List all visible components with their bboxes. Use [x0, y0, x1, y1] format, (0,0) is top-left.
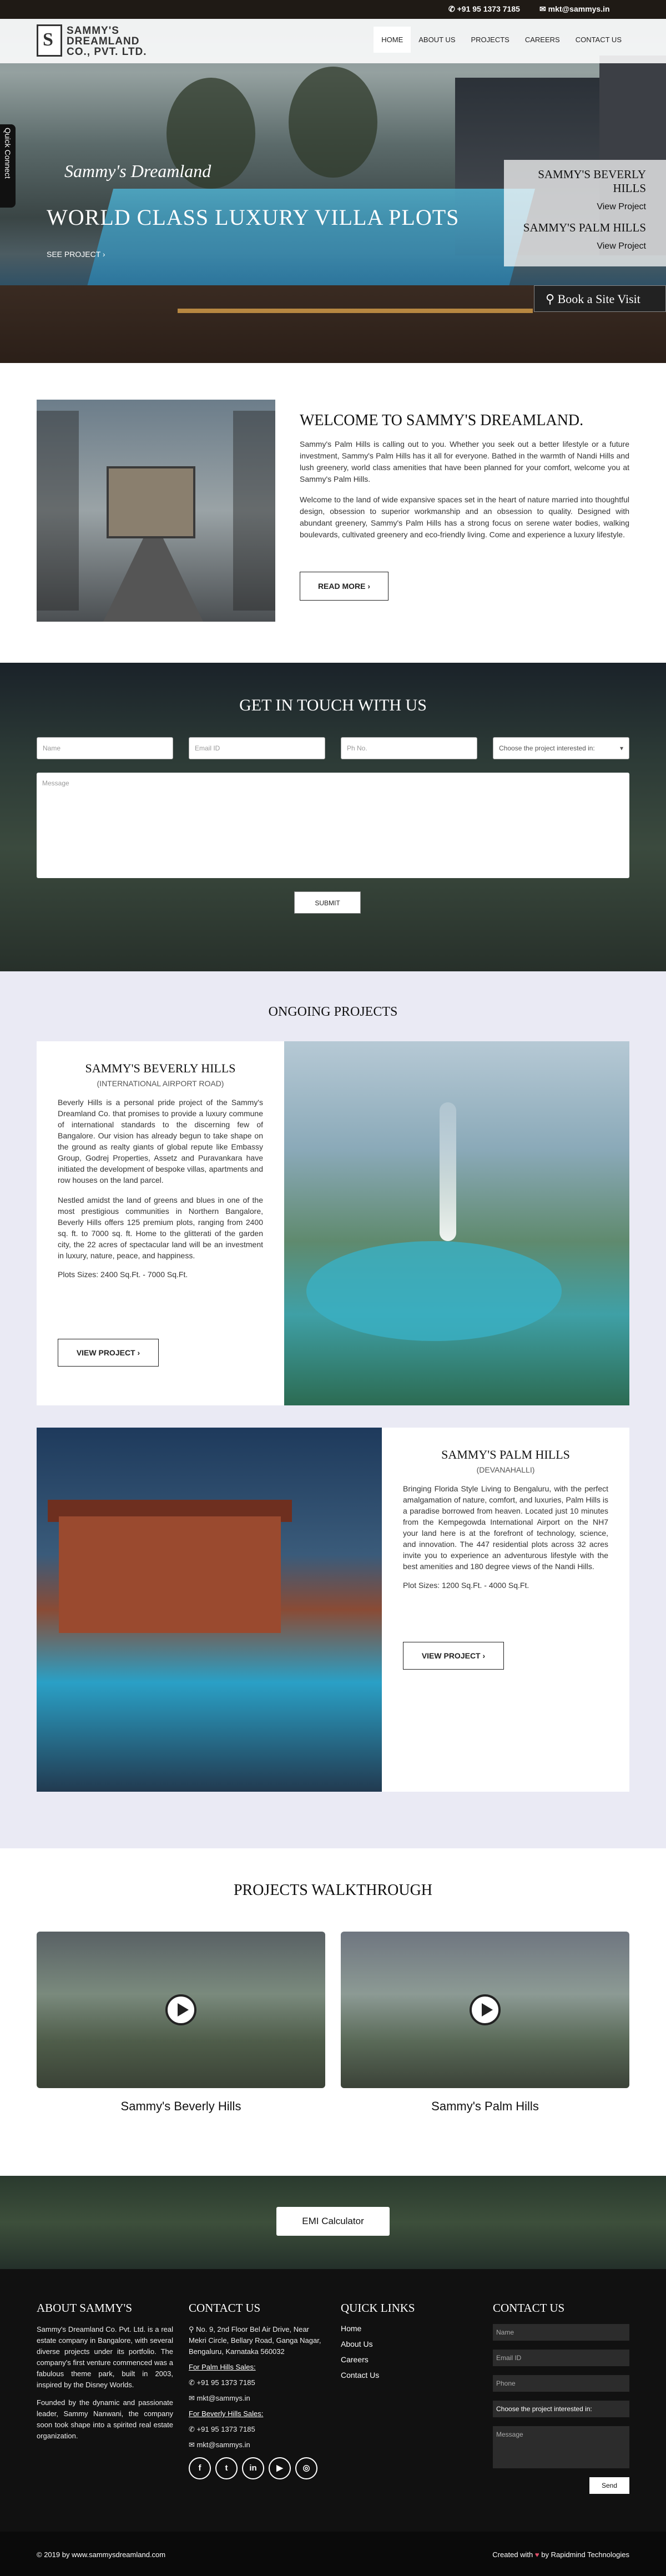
created-by[interactable]	[492, 2550, 629, 2559]
topbar-email-text: mkt@sammys.in	[548, 4, 610, 13]
project-description: Beverly Hills is a personal pride project of the Sammy's Dreamland Co. that promises to provide a luxury commune of international standards to the discerning few of Bangalore. Our vision has already begun to take shape on the ground as realty giants of global repute like Embassy Group, Godrej Properties, Assetz and Puravankara have initiated the development of bespoke villas, apartments and row houses on the land parcel.	[58, 1098, 263, 1184]
view-project-link[interactable]: View Project	[597, 202, 646, 211]
ongoing-projects-title: ONGOING PROJECTS	[268, 1005, 398, 1019]
nav-home[interactable]: HOME	[374, 27, 411, 53]
footer-email-input[interactable]: Email ID	[493, 2350, 629, 2366]
hero-lights	[178, 309, 533, 313]
project-select-value: Choose the project interested in:	[499, 744, 595, 752]
projects-walkthrough-section	[0, 1848, 666, 2176]
hero-palm-image	[289, 67, 377, 178]
footer-heading: QUICK LINKS	[341, 2301, 415, 2315]
view-project-button[interactable]: VIEW PROJECT ›	[58, 1339, 159, 1367]
read-more-button[interactable]: READ MORE ›	[300, 572, 389, 601]
footer-phone[interactable]	[189, 2424, 325, 2435]
view-project-link[interactable]: View Project	[597, 241, 646, 251]
palm-sales-label: For Palm Hills Sales:	[189, 2363, 256, 2371]
project-card-palm-hills	[37, 1428, 629, 1792]
footer-heading: CONTACT US	[189, 2301, 261, 2315]
hero-card-title: SAMMY'S PALM HILLS	[523, 221, 646, 234]
walkthrough-title: PROJECTS WALKTHROUGH	[233, 1882, 433, 1899]
phone-icon: ✆	[189, 2425, 197, 2433]
heart-icon: ♥	[534, 2550, 539, 2559]
book-site-visit-label: Book a Site Visit	[557, 292, 640, 306]
main-nav	[374, 27, 629, 53]
play-icon[interactable]	[470, 1994, 501, 2025]
project-plot-sizes: Plot Sizes: 1200 Sq.Ft. - 4000 Sq.Ft.	[403, 1581, 529, 1590]
footer-about-text: Sammy's Dreamland Co. Pvt. Ltd. is a real estate company in Bangalore, with several diverse projects under its portfolio. The company's first venture commenced was a fabulous theme park, built in 2003, inspired by the Disney Worlds.	[37, 2325, 173, 2389]
project-name: SAMMY'S PALM HILLS	[441, 1448, 570, 1461]
twitter-icon[interactable]: t	[215, 2457, 238, 2479]
image-overlay	[233, 411, 275, 611]
hero-card-beverly-hills[interactable]	[504, 160, 666, 213]
quick-link-home[interactable]: Home	[341, 2324, 362, 2333]
beverly-sales-label: For Beverly Hills Sales:	[189, 2409, 264, 2418]
hero-card-palm-hills[interactable]	[504, 213, 666, 266]
copyright-text: © 2019 by www.sammysdreamland.com	[37, 2550, 166, 2559]
site-header	[0, 19, 666, 63]
book-site-visit-button[interactable]	[534, 285, 666, 312]
top-contact-bar	[0, 0, 666, 19]
mail-icon: ✉	[189, 2441, 197, 2449]
pool-shape	[306, 1241, 562, 1341]
video-caption: Sammy's Palm Hills	[431, 2099, 539, 2113]
footer-address	[189, 2324, 325, 2357]
footer-name-input[interactable]: Name	[493, 2324, 629, 2341]
logo-text: SAMMY'S DREAMLAND CO., PVT. LTD.	[67, 25, 147, 58]
hero-title: WORLD CLASS LUXURY VILLA PLOTS	[47, 205, 460, 230]
video-palm-hills[interactable]	[341, 1932, 629, 2088]
project-card-beverly-hills	[37, 1041, 629, 1405]
footer-send-button[interactable]: Send	[589, 2477, 629, 2494]
footer-project-select[interactable]: Choose the project interested in:	[493, 2401, 629, 2417]
villa-shape	[59, 1516, 281, 1633]
footer-contact	[189, 2301, 325, 2479]
quick-connect-tab[interactable]	[0, 124, 16, 208]
logo-letter: S	[43, 29, 53, 50]
entrance-gate-image	[37, 400, 275, 622]
topbar-phone[interactable]: ✆ +91 95 1373 7185	[448, 4, 520, 13]
beverly-hills-fountain-image	[284, 1041, 629, 1405]
quick-link-about-us[interactable]: About Us	[341, 2340, 373, 2348]
nav-careers[interactable]: CAREERS	[524, 36, 560, 44]
view-project-button[interactable]: VIEW PROJECT ›	[403, 1642, 504, 1670]
chevron-down-icon: ▾	[619, 744, 623, 752]
emi-band	[0, 2176, 666, 2269]
play-icon[interactable]	[165, 1994, 196, 2025]
footer-sales-label	[189, 2362, 325, 2373]
footer-quick-links	[341, 2301, 477, 2386]
palm-hills-villa-image	[37, 1428, 382, 1792]
youtube-icon[interactable]: ▶	[269, 2457, 291, 2479]
site-footer	[0, 2269, 666, 2532]
welcome-section	[0, 363, 666, 663]
project-location: (INTERNATIONAL AIRPORT ROAD)	[97, 1079, 224, 1088]
footer-email[interactable]	[189, 2393, 325, 2404]
footer-message-textarea[interactable]: Message	[493, 2426, 629, 2468]
project-location: (DEVANAHALLI)	[476, 1465, 535, 1474]
footer-email-text: mkt@sammys.in	[196, 2441, 250, 2449]
road-shape	[103, 538, 203, 622]
name-input[interactable]: Name	[37, 737, 173, 759]
project-select[interactable]	[493, 737, 629, 759]
footer-contact-form	[493, 2301, 629, 2494]
message-textarea[interactable]: Message	[37, 773, 629, 878]
nav-projects[interactable]: PROJECTS	[471, 36, 509, 44]
social-links	[189, 2457, 325, 2479]
fountain-shape	[440, 1102, 456, 1241]
see-project-link[interactable]: SEE PROJECT ›	[47, 250, 105, 259]
image-overlay	[37, 411, 79, 611]
created-suffix: by Rapidmind Technologies	[541, 2550, 629, 2559]
footer-phone[interactable]	[189, 2377, 325, 2388]
phone-icon: ✆	[189, 2378, 197, 2387]
video-beverly-hills[interactable]	[37, 1932, 325, 2088]
submit-button[interactable]: SUBMIT	[294, 891, 361, 914]
logo-mark	[37, 24, 62, 57]
get-in-touch-section	[0, 663, 666, 971]
footer-about	[37, 2301, 173, 2442]
welcome-title: WELCOME TO SAMMY'S DREAMLAND.	[300, 412, 584, 429]
footer-bottom-bar	[0, 2532, 666, 2576]
instagram-icon[interactable]: ◎	[295, 2457, 317, 2479]
mail-icon: ✉	[189, 2394, 197, 2402]
footer-heading: CONTACT US	[493, 2301, 565, 2315]
emi-calculator-button[interactable]: EMI Calculator	[276, 2207, 390, 2236]
facebook-icon[interactable]: f	[189, 2457, 211, 2479]
nav-about-us[interactable]: ABOUT US	[418, 36, 456, 44]
project-card-text	[382, 1428, 629, 1792]
nav-contact-us[interactable]: CONTACT US	[575, 36, 622, 44]
footer-sales-label	[189, 2408, 325, 2419]
footer-email[interactable]	[189, 2439, 325, 2451]
company-logo[interactable]	[37, 23, 159, 59]
location-pin-icon: ⚲	[189, 2325, 196, 2333]
location-pin-icon: ⚲	[546, 292, 555, 306]
quick-link-contact-us[interactable]: Contact Us	[341, 2371, 380, 2380]
topbar-email[interactable]: ✉ mkt@sammys.in	[539, 4, 610, 13]
linkedin-icon[interactable]: in	[242, 2457, 264, 2479]
footer-heading: ABOUT SAMMY'S	[37, 2301, 133, 2315]
project-card-text	[37, 1041, 284, 1405]
gate-shape	[107, 466, 195, 538]
welcome-paragraph: Sammy's Palm Hills is calling out to you. Whether you seek out a better lifestyle or a future investment, Sammy's Palm Hills has it all for everyone. Bathed in the warmth of Nandi Hills and lush greenery, world class amenities that have been planned for your comfort, welcome you at Sammy's Palm Hills.	[300, 440, 629, 483]
project-plot-sizes: Plots Sizes: 2400 Sq.Ft. - 7000 Sq.Ft.	[58, 1270, 188, 1279]
ongoing-projects-section	[0, 971, 666, 1848]
footer-address-text: No. 9, 2nd Floor Bel Air Drive, Near Mekri Circle, Bellary Road, Ganga Nagar, Bengaluru, Karnataka 560032	[189, 2325, 321, 2356]
footer-phone-text: +91 95 1373 7185	[196, 2425, 255, 2433]
topbar-phone-text: +91 95 1373 7185	[457, 4, 520, 13]
video-caption: Sammy's Beverly Hills	[120, 2099, 241, 2113]
email-input[interactable]: Email ID	[189, 737, 325, 759]
footer-phone-text: +91 95 1373 7185	[196, 2378, 255, 2387]
get-in-touch-title: GET IN TOUCH WITH US	[239, 696, 427, 714]
project-name: SAMMY'S BEVERLY HILLS	[85, 1061, 236, 1075]
hero-card-title: SAMMY'S BEVERLY HILLS	[538, 168, 646, 195]
phone-input[interactable]: Ph No.	[341, 737, 477, 759]
project-description: Nestled amidst the land of greens and blues in one of the most prestigious communities in Northern Bangalore, Beverly Hills offers 125 premium plots, ranging from 2400 sq. ft. to 7000 sq. ft. Home to the glitterati of the garden city, the 22 acres of spectacular land will be an investment in luxury, nature, peace, and happiness.	[58, 1196, 263, 1260]
hero-script-title: Sammy's Dreamland	[64, 161, 211, 181]
quick-connect-label: Quick Connect	[3, 128, 12, 179]
welcome-paragraph: Welcome to the land of wide expansive spaces set in the heart of nature married into thoughtful design, obsession to superior workmanship and an obsession to quality. Designed with abundant greenery, Sammy's Palm Hills has a strong focus on serene water bodies, walking boulevards, cultivated greenery and eco-friendly living. Come and experience a luxury lifestyle.	[300, 495, 629, 539]
footer-phone-input[interactable]: Phone	[493, 2375, 629, 2392]
footer-email-text: mkt@sammys.in	[196, 2394, 250, 2402]
project-description: Bringing Florida Style Living to Bengaluru, with the perfect amalgamation of nature, comfort, and luxuries, Palm Hills is a paradise borrowed from heaven. Located just 10 minutes from the Kempegowda International Airport on the NH7 your land here is at the forefront of technology, science, and innovation. The 447 residential plots across 32 acres invite you to experience an adventurous lifestyle with the best amenities and 180 degree views of the Nandi Hills.	[403, 1484, 608, 1571]
created-prefix: Created with	[492, 2550, 533, 2559]
footer-about-text: Founded by the dynamic and passionate leader, Sammy Nanwani, the company soon took shape into a spirited real estate organization.	[37, 2398, 173, 2440]
hero-pool-image	[87, 189, 535, 289]
quick-link-careers[interactable]: Careers	[341, 2355, 369, 2364]
